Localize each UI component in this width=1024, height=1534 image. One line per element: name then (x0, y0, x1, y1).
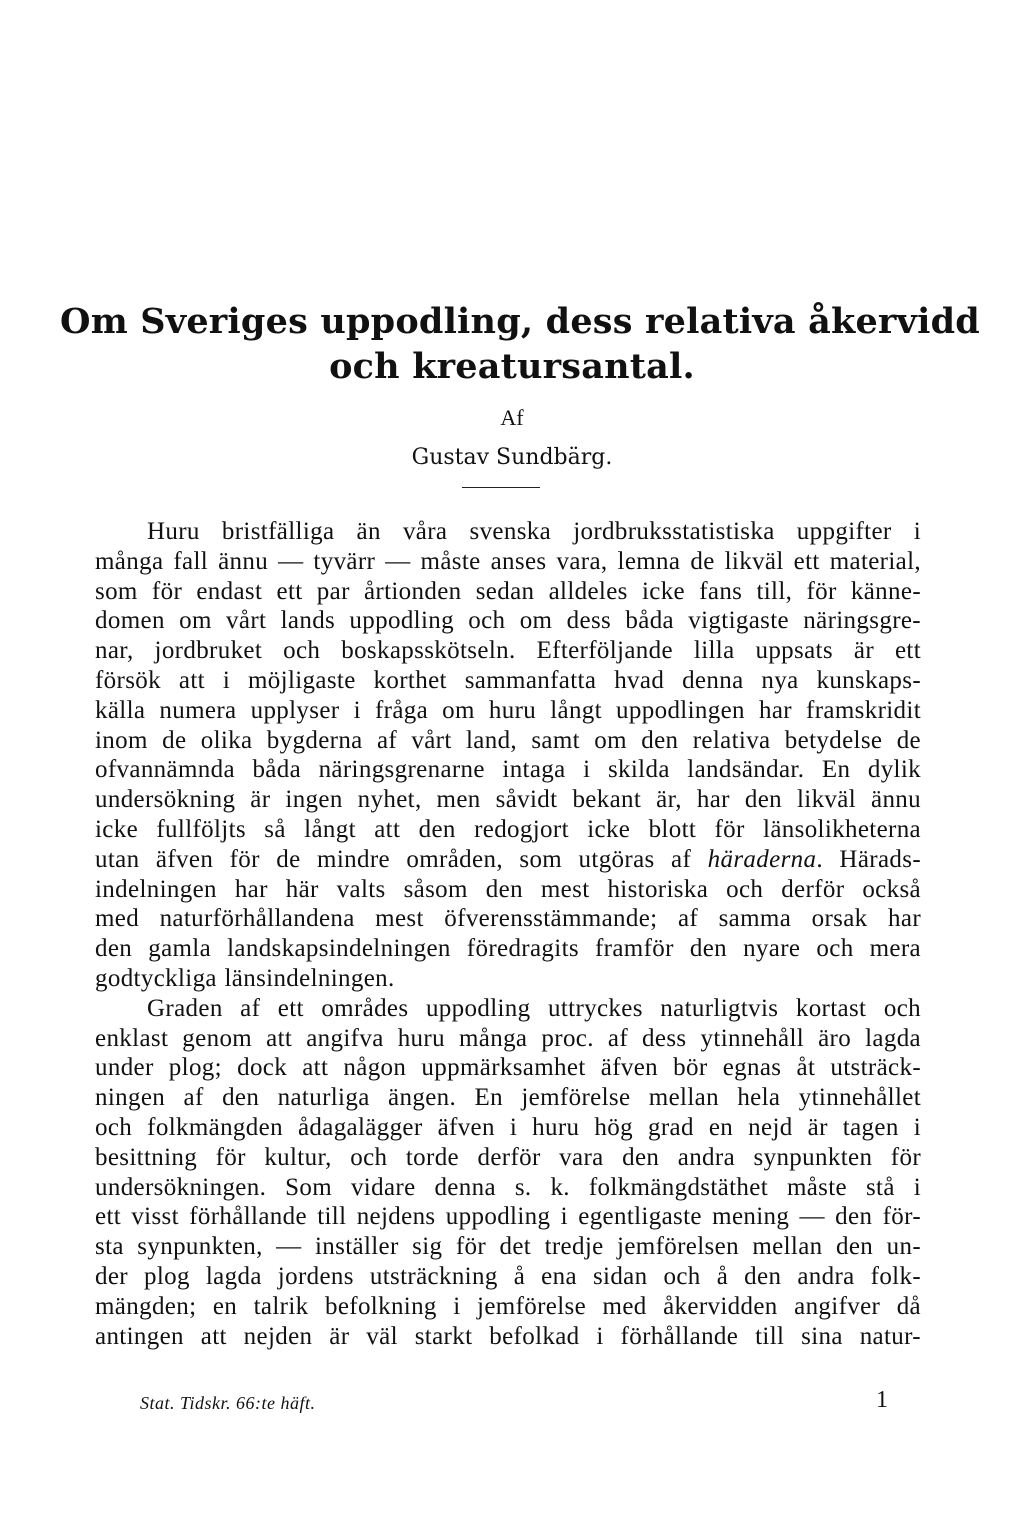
body-line: besittning för kultur, och torde derför vara den andra synpunkten för (95, 1143, 921, 1171)
body-line: undersökningen. Som vidare denna s. k. folkmängdstäthet måste stå i (95, 1173, 921, 1201)
body-line: undersökning är ingen nyhet, men såvidt bekant är, har den likväl ännu (95, 786, 921, 814)
article-title-line-1: Om Sveriges uppodling, dess relativa åkervidd (60, 301, 980, 342)
body-line: enklast genom att angifva huru många proc. af dess ytinnehåll äro lagda (95, 1024, 921, 1052)
body-line: ett visst förhållande till nejdens uppodling i egentligaste mening — den för- (95, 1203, 921, 1231)
byline-prefix: Af (500, 405, 524, 430)
journal-reference: Stat. Tidskr. 66:te häft. (140, 1393, 316, 1413)
body-line: ofvannämnda båda näringsgrenarne intaga i skilda landsändar. En dylik (95, 756, 921, 784)
body-line: inom de olika bygderna af vårt land, samt om den relativa betydelse de (95, 726, 921, 754)
body-line: som för endast ett par årtionden sedan alldeles icke fans till, för känne- (95, 577, 921, 605)
body-line: godtyckliga länsindelningen. (95, 965, 395, 992)
body-line: Graden af ett områdes uppodling uttryckes naturligtvis kortast och (147, 994, 921, 1022)
body-line: och folkmängden ådagalägger äfven i huru hög grad en nejd är tagen i (95, 1114, 921, 1141)
body-line: källa numera upplyser i fråga om huru långt uppodlingen har framskridit (95, 696, 921, 724)
body-line: under plog; dock att någon uppmärksamhet äfven bör egnas åt utsträck- (95, 1054, 921, 1082)
author-name: Gustav Sundbärg. (411, 445, 613, 470)
body-line: många fall ännu — tyvärr — måste anses vara, lemna de likväl ett material, (95, 547, 921, 575)
body-line: der plog lagda jordens utsträckning å ena sidan och å den andra folk- (95, 1263, 921, 1290)
page-number: 1 (876, 1387, 888, 1413)
body-line: den gamla landskapsindelningen föredragits framför den nyare och mera (95, 935, 921, 963)
body-line: ningen af den naturliga ängen. En jemförelse mellan hela ytinnehållet (95, 1084, 921, 1112)
body-line: nar, jordbruket och boskapsskötseln. Efterföljande lilla uppsats är ett (95, 637, 921, 665)
body-line: Huru bristfälliga än våra svenska jordbruksstatistiska uppgifter i (147, 518, 921, 545)
body-line: icke fullföljts så långt att den redogjort icke blott för länsolikheterna (95, 816, 921, 843)
body-line: indelningen har här valts såsom den mest historiska och derför också (95, 875, 921, 903)
body-line: med naturförhållandena mest öfverensstämmande; af samma orsak har (95, 905, 921, 933)
title-divider-rule (462, 487, 540, 488)
body-line: mängden; en talrik befolkning i jemförelse med åkervidden angifver då (95, 1292, 921, 1320)
body-line: domen om vårt lands uppodling och om dess båda vigtigaste näringsgre- (95, 607, 921, 635)
body-line: sta synpunkten, — inställer sig för det tredje jemförelsen mellan den un- (95, 1233, 921, 1261)
body-line: utan äfven för de mindre områden, som utgöras af häraderna. Härads- (95, 845, 921, 873)
body-line: försök att i möjligaste korthet sammanfatta hvad denna nya kunskaps- (95, 667, 921, 694)
body-line: antingen att nejden är väl starkt befolkad i förhållande till sina natur- (95, 1322, 921, 1350)
article-title-line-2: och kreatursantal. (329, 346, 695, 387)
